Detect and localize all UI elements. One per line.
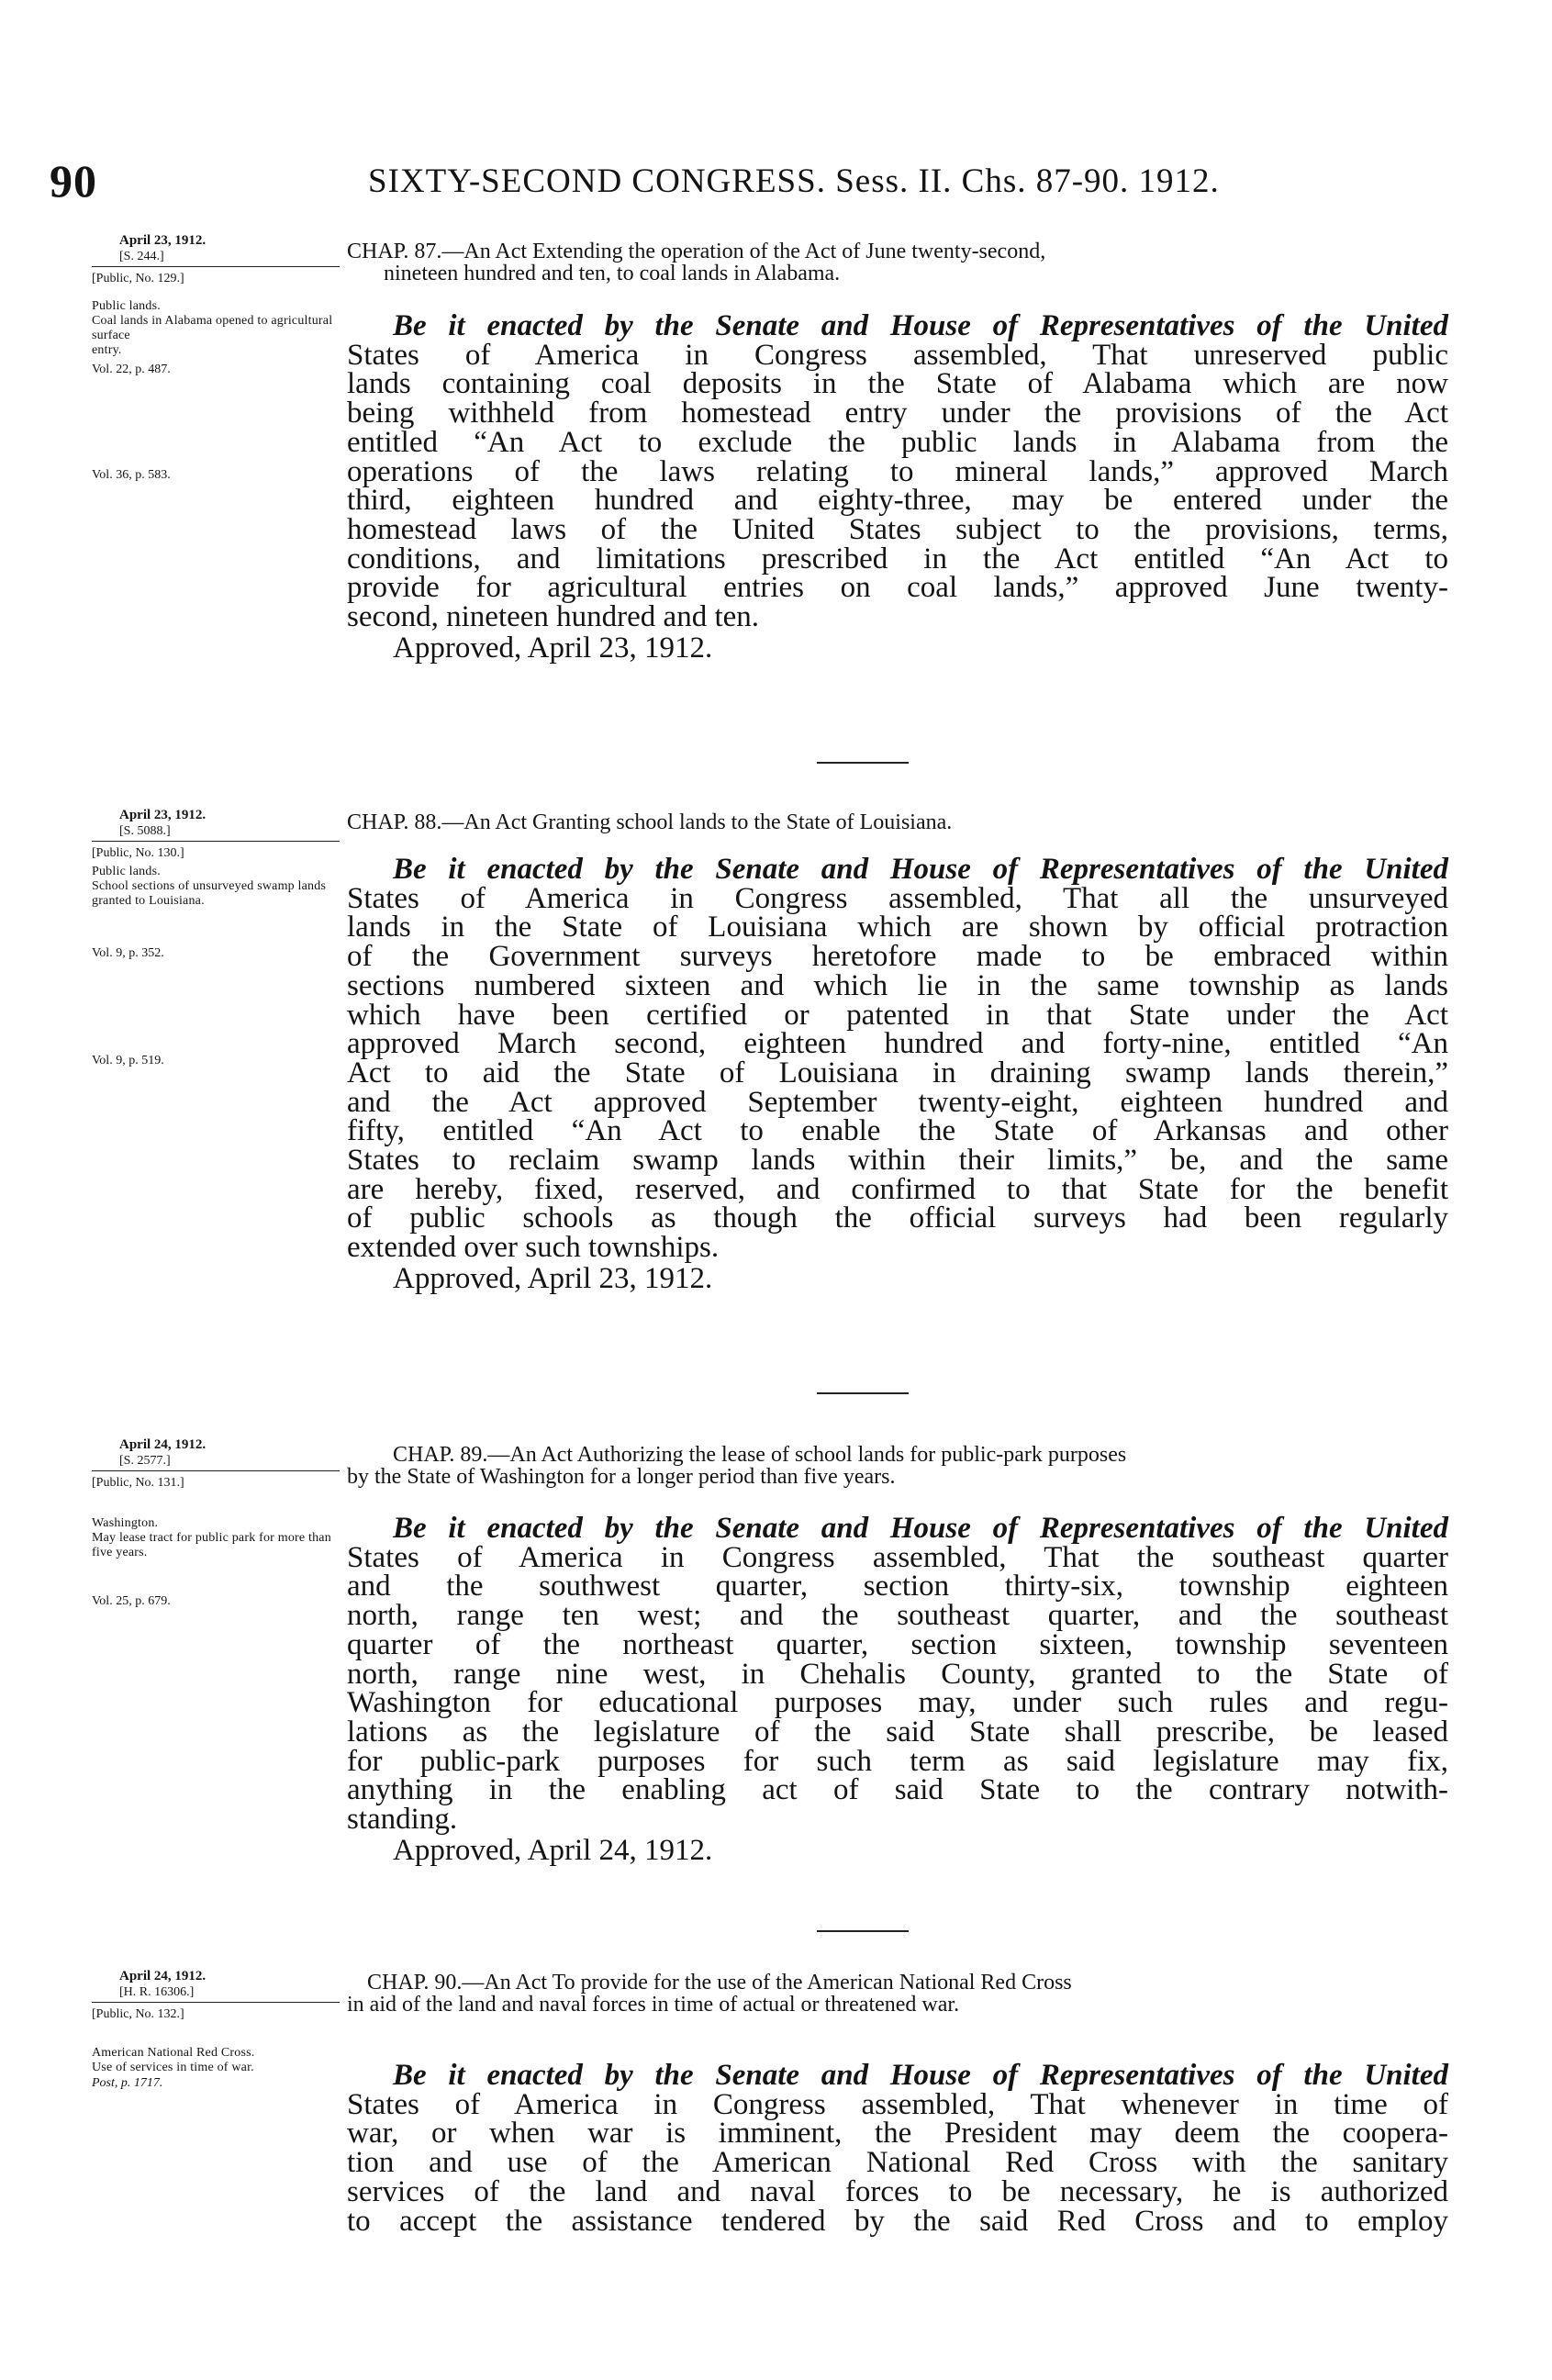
margin-note: entry. — [92, 343, 122, 357]
body-line: States of America in Congress assembled, That all the unsurveyed — [347, 881, 1448, 915]
body-line: sections numbered sixteen and which lie in the same township as lands — [347, 968, 1448, 1002]
body-line: States to reclaim swamp lands within their limits,” be, and the same — [347, 1144, 1448, 1178]
margin-notes-ch87 — [92, 233, 349, 483]
body-line: being withheld from homestead entry under the provisions of the Act — [347, 397, 1448, 430]
body-line: Act to aid the State of Louisiana in draining swamp lands therein,” — [347, 1056, 1448, 1089]
approved-date: Approved, April 23, 1912. — [393, 631, 713, 665]
margin-notes-ch89 — [92, 1437, 349, 1609]
margin-date: April 24, 1912. — [119, 1437, 207, 1452]
body-line: States of America in Congress assembled, That the southeast quarter — [347, 1540, 1448, 1574]
title-line: CHAP. 87.—An Act Extending the operation of the Act of June twenty-second, — [347, 240, 1046, 263]
margin-note: Use of services in time of war. — [92, 2061, 254, 2074]
body-line: lands in the State of Louisiana which are shown by official protraction — [347, 911, 1448, 944]
body-line: for public-park purposes for such term as said legislature may fix, — [347, 1744, 1448, 1778]
approved-date: Approved, April 23, 1912. — [393, 1261, 713, 1295]
chapter-90-body — [347, 2059, 1448, 2238]
margin-citation: Vol. 9, p. 352. — [92, 946, 164, 960]
margin-public-law: [Public, No. 129.] — [92, 272, 184, 285]
body-line: third, eighteen hundred and eighty-three, may be entered under the — [347, 484, 1448, 518]
chapter-89-body — [347, 1514, 1448, 1865]
section-separator — [817, 1930, 909, 1932]
title-line: by the State of Washington for a longer period than five years. — [347, 1465, 896, 1489]
margin-note: Coal lands in Alabama opened to agricultural surface — [92, 314, 333, 342]
body-line: which have been certified or patented in that State under the Act — [347, 998, 1448, 1032]
body-line: anything in the enabling act of said State to the contrary notwith- — [347, 1773, 1448, 1807]
body-line: of public schools as though the official surveys had been regularly — [347, 1201, 1448, 1235]
chapter-87-title — [347, 240, 1448, 285]
margin-citation: Vol. 36, p. 583. — [92, 468, 171, 482]
margin-bill: [S. 2577.] — [119, 1454, 171, 1468]
title-line: in aid of the land and naval forces in time of actual or threatened war. — [347, 1993, 960, 2017]
body-line: north, range ten west; and the southeast quarter, and the southeast — [347, 1599, 1448, 1633]
body-line: extended over such townships. — [347, 1231, 720, 1265]
chapter-90-title — [347, 1972, 1448, 2016]
margin-note: Public lands. — [92, 299, 161, 313]
body-line: lands containing coal deposits in the State of Alabama which are now — [347, 367, 1448, 401]
chapter-87-body — [347, 309, 1448, 665]
margin-citation: Vol. 22, p. 487. — [92, 363, 171, 376]
body-line: conditions, and limitations prescribed in the Act entitled “An Act to — [347, 542, 1448, 575]
margin-rule — [92, 2002, 340, 2003]
body-line: north, range nine west, in Chehalis County, granted to the State of — [347, 1657, 1448, 1691]
margin-note: Washington. — [92, 1516, 159, 1530]
margin-citation: Vol. 25, p. 679. — [92, 1594, 171, 1608]
enacting-clause: Be it enacted by the Senate and House of Representatives of the United — [393, 1512, 1448, 1545]
margin-bill: [H. R. 16306.] — [119, 1985, 195, 1999]
page-number: 90 — [50, 155, 97, 207]
body-line: to accept the assistance tendered by the said Red Cross and to employ — [347, 2204, 1448, 2238]
body-line: Washington for educational purposes may, under such rules and regu- — [347, 1686, 1448, 1720]
title-line: CHAP. 89.—An Act Authorizing the lease of school lands for public-park purposes — [393, 1443, 1127, 1467]
body-line: approved March second, eighteen hundred and forty-nine, entitled “An — [347, 1027, 1448, 1061]
margin-note: May lease tract for public park for more than five years. — [92, 1531, 331, 1559]
margin-citation: Post, p. 1717. — [92, 2076, 163, 2090]
title-line: nineteen hundred and ten, to coal lands in Alabama. — [384, 262, 841, 285]
body-line: States of America in Congress assembled, That whenever in time of — [347, 2087, 1448, 2121]
margin-bill: [S. 244.] — [119, 250, 164, 263]
enacting-clause: Be it enacted by the Senate and House of Representatives of the United — [393, 853, 1448, 886]
body-line: quarter of the northeast quarter, section sixteen, township seventeen — [347, 1627, 1448, 1661]
body-line: States of America in Congress assembled, That unreserved public — [347, 338, 1448, 372]
margin-date: April 23, 1912. — [119, 808, 207, 822]
body-line: second, nineteen hundred and ten. — [347, 600, 760, 634]
body-line: provide for agricultural entries on coal lands,” approved June twenty- — [347, 571, 1448, 605]
title-line: CHAP. 90.—An Act To provide for the use of the American National Red Cross — [367, 1971, 1072, 1995]
margin-rule — [92, 1470, 340, 1471]
body-line: fifty, entitled “An Act to enable the State of Arkansas and other — [347, 1114, 1448, 1148]
section-separator — [817, 762, 909, 764]
page-header — [50, 154, 1435, 209]
body-line: operations of the laws relating to mineral lands,” approved March — [347, 454, 1448, 488]
body-line: and the southwest quarter, section thirty-six, township eighteen — [347, 1570, 1448, 1603]
margin-public-law: [Public, No. 131.] — [92, 1476, 184, 1490]
margin-date: April 23, 1912. — [119, 233, 207, 248]
chapter-89-title — [347, 1444, 1448, 1488]
title-line: CHAP. 88.—An Act Granting school lands to the State of Louisiana. — [347, 810, 953, 834]
margin-rule — [92, 266, 340, 267]
body-line: lations as the legislature of the said State shall prescribe, be leased — [347, 1715, 1448, 1749]
body-line: war, or when war is imminent, the President may deem the coopera- — [347, 2117, 1448, 2151]
margin-note: School sections of unsurveyed swamp lands granted to Louisiana. — [92, 879, 327, 908]
body-line: and the Act approved September twenty-eight, eighteen hundred and — [347, 1085, 1448, 1119]
margin-notes-ch90 — [92, 1969, 349, 2091]
approved-date: Approved, April 24, 1912. — [393, 1833, 713, 1867]
margin-bill: [S. 5088.] — [119, 824, 171, 838]
running-head: SIXTY-SECOND CONGRESS. Sess. II. Chs. 87-90. 1912. — [368, 162, 1220, 200]
margin-citation: Vol. 9, p. 519. — [92, 1054, 164, 1067]
body-line: of the Government surveys heretofore made to be embraced within — [347, 940, 1448, 974]
margin-notes-ch88 — [92, 808, 349, 1068]
enacting-clause: Be it enacted by the Senate and House of Representatives of the United — [393, 2059, 1448, 2092]
body-line: homestead laws of the United States subject to the provisions, terms, — [347, 512, 1448, 546]
margin-public-law: [Public, No. 130.] — [92, 846, 184, 860]
body-line: entitled “An Act to exclude the public lands in Alabama from the — [347, 425, 1448, 459]
margin-note: American National Red Cross. — [92, 2046, 255, 2060]
chapter-88-title — [347, 811, 1448, 833]
section-separator — [817, 1392, 909, 1394]
body-line: standing. — [347, 1803, 458, 1837]
enacting-clause: Be it enacted by the Senate and House of Representatives of the United — [393, 309, 1448, 342]
body-line: are hereby, fixed, reserved, and confirmed to that State for the benefit — [347, 1172, 1448, 1206]
margin-rule — [92, 841, 340, 842]
body-line: services of the land and naval forces to be necessary, he is authorized — [347, 2174, 1448, 2208]
margin-date: April 24, 1912. — [119, 1969, 207, 1983]
body-line: tion and use of the American National Red Cross with the sanitary — [347, 2146, 1448, 2180]
margin-public-law: [Public, No. 132.] — [92, 2007, 184, 2021]
margin-note: Public lands. — [92, 865, 161, 878]
chapter-88-body — [347, 855, 1448, 1294]
